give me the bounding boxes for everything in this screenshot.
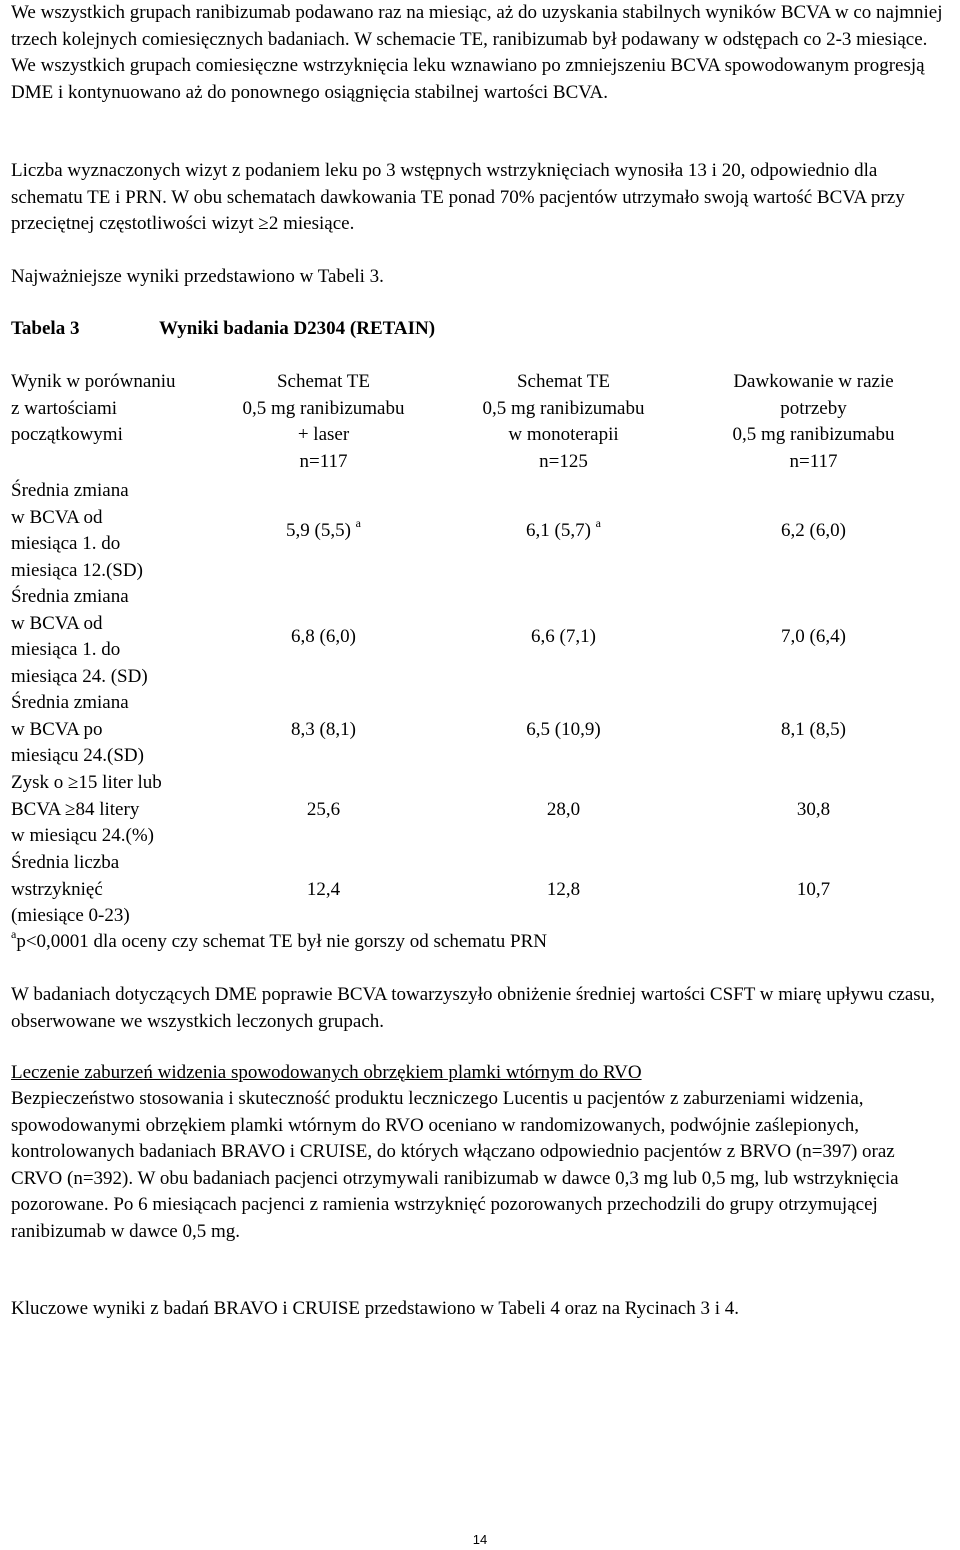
section-heading-rvo: Leczenie zaburzeń widzenia spowodowanych obrzękiem plamki wtórnym do RVO — [11, 1062, 642, 1083]
table-cell: 8,1 (8,5) — [781, 718, 846, 740]
paragraph-key-results: Kluczowe wyniki z badań BRAVO i CRUISE przedstawiono w Tabeli 4 oraz na Rycinach 3 i 4. — [11, 1298, 740, 1319]
footnote-mark: a — [595, 515, 601, 530]
header-prn: Dawkowanie w razie potrzeby 0,5 mg ranibizumabu n=117 — [732, 371, 895, 472]
table-row — [11, 690, 941, 770]
row-label: Średnia liczba wstrzyknięć (miesiące 0-23) — [11, 852, 130, 926]
table-cell: 6,2 (6,0) — [781, 519, 846, 541]
header-te-laser: Schemat TE 0,5 mg ranibizumabu + laser n=117 — [242, 371, 405, 472]
footnote-mark: a — [355, 515, 361, 530]
paragraph-dme-dosing: We wszystkich grupach ranibizumab podawano raz na miesiąc, aż do uzyskania stabilnych wyników BCVA w co najmniej trzech kolejnych comiesięcznych badaniach. W schemacie TE, ranibizumab był podawany w odstępach co 2-3 miesiące. We wszystkich grupach comiesięczne wstrzyknięcia leku wznawiano po zmniejszeniu BCVA spowodowanym progresją DME i kontynuowano aż do ponownego osiągnięcia stabilnej wartości BCVA. — [11, 2, 943, 103]
table-cell: 25,6 — [306, 798, 341, 820]
row-label: Średnia zmiana w BCVA po miesiącu 24.(SD) — [11, 692, 144, 766]
table-cell: 12,4 — [306, 878, 341, 900]
table-cell: 28,0 — [546, 798, 581, 820]
table-caption — [11, 316, 911, 344]
paragraph-visit-count: Liczba wyznaczonych wizyt z podaniem leku po 3 wstępnych wstrzyknięciach wynosiła 13 i 20, odpowiednio dla schematu TE i PRN. W obu schematach dawkowania TE ponad 70% pacjentów utrzymało swoją wartość BCVA przy przeciętnej częstotliwości wizyt ≥2 miesiące. — [11, 160, 905, 234]
table-row — [11, 850, 941, 930]
table-cell: 30,8 — [796, 798, 831, 820]
row-label: Zysk o ≥15 liter lub BCVA ≥84 litery w miesiącu 24.(%) — [11, 772, 162, 846]
table-header-row — [11, 369, 941, 478]
table-cell: 7,0 (6,4) — [781, 625, 846, 647]
header-te-mono: Schemat TE 0,5 mg ranibizumabu w monoterapii n=125 — [482, 371, 645, 472]
row-label: Średnia zmiana w BCVA od miesiąca 1. do miesiąca 24. (SD) — [11, 586, 148, 687]
table-cell: 6,8 (6,0) — [291, 625, 356, 647]
paragraph-bravo-cruise: Bezpieczeństwo stosowania i skuteczność produktu leczniczego Lucentis u pacjentów z zaburzeniami widzenia, spowodowanymi obrzękiem plamki wtórnym do RVO oceniano w randomizowanych, podwójnie zaślepionych, kontrolowanych badaniach BRAVO i CRUISE, do których włączano odpowiednio pacjentów z BRVO (n=397) oraz CRVO (n=392). W obu badaniach pacjenci otrzymywali ranibizumab w dawce 0,3 mg lub 0,5 mg, lub wstrzyknięcia pozorowane. Po 6 miesiącach pacjenci z ramienia wstrzyknięć pozorowanych przechodzili do grupy otrzymującej ranibizumab w dawce 0,5 mg. — [11, 1088, 899, 1242]
results-table — [11, 369, 941, 930]
paragraph-table-intro: Najważniejsze wyniki przedstawiono w Tabeli 3. — [11, 266, 384, 287]
table-cell: 6,5 (10,9) — [526, 718, 601, 740]
table-number: Tabela 3 — [11, 318, 80, 339]
table-cell: 6,6 (7,1) — [531, 625, 596, 647]
table-cell: 6,1 (5,7) $^a$ — [526, 515, 601, 541]
table-cell: 12,8 — [546, 878, 581, 900]
table-row — [11, 584, 941, 690]
table-row — [11, 770, 941, 850]
table-row — [11, 478, 941, 584]
table-cell: 5,9 (5,5) $^a$ — [286, 515, 361, 541]
table-cell: 8,3 (8,1) — [291, 718, 356, 740]
page-number: 14 — [472, 1532, 488, 1547]
paragraph-csft: W badaniach dotyczących DME poprawie BCVA towarzyszyło obniżenie średniej wartości CSFT w miarę upływu czasu, obserwowane we wszystkich leczonych grupach. — [11, 984, 935, 1032]
row-label: Średnia zmiana w BCVA od miesiąca 1. do miesiąca 12.(SD) — [11, 480, 143, 581]
table-footnote: $^a$p<0,0001 dla oceny czy schemat TE był nie gorszy od schematu PRN — [11, 927, 547, 952]
header-outcome: Wynik w porównaniu z wartościami początkowymi — [11, 371, 176, 445]
table-cell: 10,7 — [796, 878, 831, 900]
footnote-mark: a — [11, 927, 17, 941]
table-title: Wyniki badania D2304 (RETAIN) — [159, 318, 436, 339]
